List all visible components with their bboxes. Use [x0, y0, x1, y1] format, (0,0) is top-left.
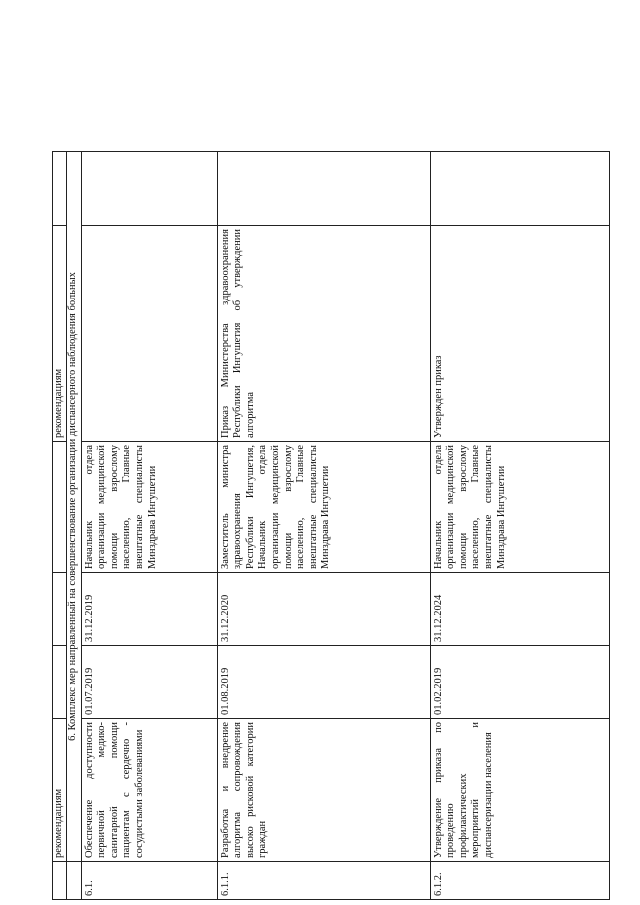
table-cell-recommendations: рекомендациям: [53, 226, 67, 442]
start-date: 01.07.2019: [81, 646, 217, 719]
table-cell: [81, 152, 217, 226]
table-cell: [53, 152, 67, 226]
table-cell: [430, 152, 609, 226]
responsible-person: Начальник отдела организации медицинской помощи взрослому населению, Главные внештатные специалисты Минздрава Ингушетии: [81, 442, 217, 573]
action-plan-table: [52, 151, 610, 900]
responsible-person: Заместитель министра здравоохранения Республики Ингушетия, Начальник отдела организации медицинской помощи взрослому населению, Главные внештатные специалисты Минздрава Ингушетии: [217, 442, 430, 573]
action-name: Обеспечение доступности первичной медико-санитарной помощи пациентам с сердечно - сосудистыми заболеваниями: [81, 719, 217, 862]
expected-result: Утвержден приказ: [430, 226, 609, 442]
expected-result: Приказ Министерства здравоохранения Республики Ингушетия об утверждении алгоритма: [217, 226, 430, 442]
row-number: 6.1.: [81, 862, 217, 900]
section-row: [66, 152, 81, 900]
start-date: 01.02.2019: [430, 646, 609, 719]
table-cell: [53, 862, 67, 900]
action-name: Разработка и внедрение алгоритма сопровождения высоко рисковой категории граждан: [217, 719, 430, 862]
row-number: 6.1.1.: [217, 862, 430, 900]
table-cell: [53, 646, 67, 719]
table-row: [217, 152, 430, 900]
table-cell: [53, 442, 67, 573]
table-cell: [53, 573, 67, 646]
section-title: 6. Комплекс мер направленный на совершенствование организации диспансерного наблюдения больных: [66, 152, 81, 862]
end-date: 31.12.2024: [430, 573, 609, 646]
start-date: 01.08.2019: [217, 646, 430, 719]
table-row-header-tail: [53, 152, 67, 900]
rotated-document-page: [52, 152, 601, 900]
row-number: 6.1.2.: [430, 862, 609, 900]
action-name: Утверждение приказа по проведению профилактических мероприятий и диспансеризации населения: [430, 719, 609, 862]
table-row: [81, 152, 217, 900]
end-date: 31.12.2020: [217, 573, 430, 646]
end-date: 31.12.2019: [81, 573, 217, 646]
responsible-person: Начальник отдела организации медицинской помощи взрослому населению, Главные внештатные специалисты Минздрава Ингушетии: [430, 442, 609, 573]
table-cell-recommendations: рекомендациям: [53, 719, 67, 862]
table-row: [430, 152, 609, 900]
expected-result: [81, 226, 217, 442]
table-cell: [66, 862, 81, 900]
table-cell: [217, 152, 430, 226]
